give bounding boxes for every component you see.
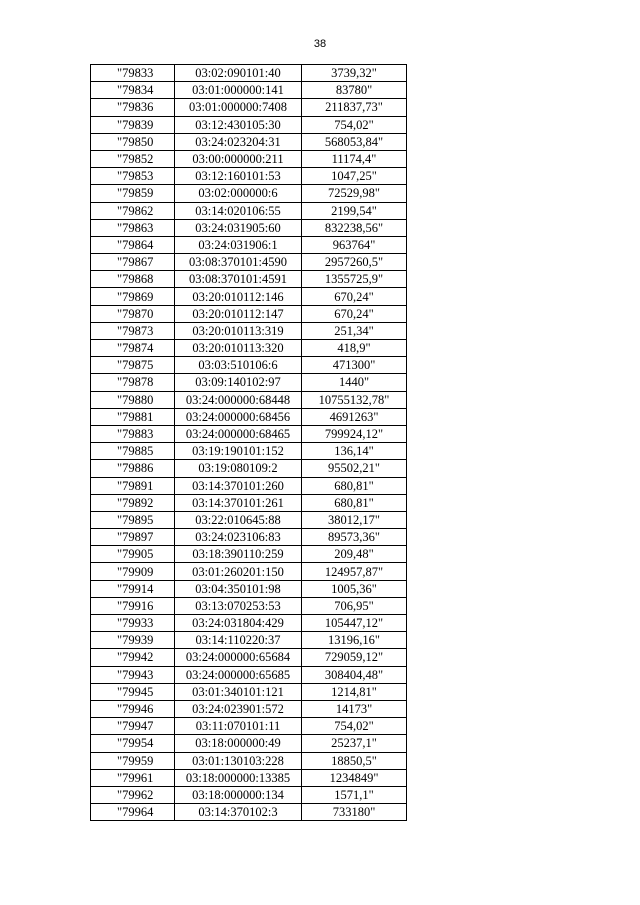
table-row	[91, 116, 407, 133]
cadastral-number-cell: 03:01:000000:7408	[175, 99, 302, 116]
area-value-cell: 706,95"	[302, 597, 407, 614]
area-value-cell: 13196,16"	[302, 632, 407, 649]
record-id-cell: "79833	[91, 65, 175, 82]
cadastral-number-cell: 03:19:080109:2	[175, 460, 302, 477]
record-id-cell: "79874	[91, 340, 175, 357]
table-row	[91, 460, 407, 477]
table-row	[91, 408, 407, 425]
area-value-cell: 308404,48"	[302, 666, 407, 683]
table-row	[91, 597, 407, 614]
area-value-cell: 211837,73"	[302, 99, 407, 116]
area-value-cell: 83780"	[302, 82, 407, 99]
record-id-cell: "79881	[91, 408, 175, 425]
cadastral-number-cell: 03:01:260201:150	[175, 563, 302, 580]
cadastral-number-cell: 03:24:000000:68456	[175, 408, 302, 425]
cadastral-number-cell: 03:14:370102:3	[175, 804, 302, 821]
cadastral-number-cell: 03:24:031905:60	[175, 219, 302, 236]
cadastral-number-cell: 03:01:130103:228	[175, 752, 302, 769]
area-value-cell: 72529,98"	[302, 185, 407, 202]
cadastral-number-cell: 03:02:090101:40	[175, 65, 302, 82]
table-row	[91, 99, 407, 116]
table-row	[91, 150, 407, 167]
table-row	[91, 357, 407, 374]
table-row	[91, 82, 407, 99]
record-id-cell: "79916	[91, 597, 175, 614]
table-row	[91, 477, 407, 494]
table-row	[91, 374, 407, 391]
record-id-cell: "79914	[91, 580, 175, 597]
record-id-cell: "79933	[91, 615, 175, 632]
area-value-cell: 10755132,78"	[302, 391, 407, 408]
cadastral-number-cell: 03:24:000000:65685	[175, 666, 302, 683]
record-id-cell: "79850	[91, 133, 175, 150]
area-value-cell: 418,9"	[302, 340, 407, 357]
table-row	[91, 752, 407, 769]
record-id-cell: "79883	[91, 425, 175, 442]
table-row	[91, 254, 407, 271]
table-row	[91, 718, 407, 735]
record-id-cell: "79834	[91, 82, 175, 99]
table-row	[91, 632, 407, 649]
area-value-cell: 3739,32"	[302, 65, 407, 82]
table-row	[91, 494, 407, 511]
table-row	[91, 425, 407, 442]
record-id-cell: "79945	[91, 683, 175, 700]
record-id-cell: "79909	[91, 563, 175, 580]
cadastral-number-cell: 03:18:000000:134	[175, 786, 302, 803]
area-value-cell: 2199,54"	[302, 202, 407, 219]
cadastral-number-cell: 03:24:023204:31	[175, 133, 302, 150]
cadastral-number-cell: 03:18:000000:13385	[175, 769, 302, 786]
cadastral-number-cell: 03:01:340101:121	[175, 683, 302, 700]
cadastral-number-cell: 03:02:000000:6	[175, 185, 302, 202]
record-id-cell: "79886	[91, 460, 175, 477]
area-value-cell: 754,02"	[302, 718, 407, 735]
area-value-cell: 670,24"	[302, 305, 407, 322]
table-row	[91, 615, 407, 632]
record-id-cell: "79946	[91, 700, 175, 717]
record-id-cell: "79895	[91, 511, 175, 528]
table-row	[91, 288, 407, 305]
table-row	[91, 219, 407, 236]
record-id-cell: "79962	[91, 786, 175, 803]
area-value-cell: 1214,81"	[302, 683, 407, 700]
area-value-cell: 670,24"	[302, 288, 407, 305]
record-id-cell: "79875	[91, 357, 175, 374]
record-id-cell: "79836	[91, 99, 175, 116]
record-id-cell: "79853	[91, 168, 175, 185]
table-row	[91, 202, 407, 219]
cadastral-number-cell: 03:24:000000:68448	[175, 391, 302, 408]
record-id-cell: "79873	[91, 322, 175, 339]
record-id-cell: "79852	[91, 150, 175, 167]
record-id-cell: "79839	[91, 116, 175, 133]
table-row	[91, 529, 407, 546]
record-id-cell: "79939	[91, 632, 175, 649]
area-value-cell: 89573,36"	[302, 529, 407, 546]
table-row	[91, 700, 407, 717]
area-value-cell: 1005,36"	[302, 580, 407, 597]
area-value-cell: 95502,21"	[302, 460, 407, 477]
record-id-cell: "79959	[91, 752, 175, 769]
table-row	[91, 735, 407, 752]
cadastral-number-cell: 03:14:370101:261	[175, 494, 302, 511]
table-row	[91, 65, 407, 82]
area-value-cell: 1234849"	[302, 769, 407, 786]
area-value-cell: 136,14"	[302, 443, 407, 460]
record-id-cell: "79954	[91, 735, 175, 752]
area-value-cell: 251,34"	[302, 322, 407, 339]
area-value-cell: 1571,1"	[302, 786, 407, 803]
cadastral-number-cell: 03:09:140102:97	[175, 374, 302, 391]
table-row	[91, 322, 407, 339]
area-value-cell: 18850,5"	[302, 752, 407, 769]
cadastral-number-cell: 03:24:031906:1	[175, 236, 302, 253]
record-id-cell: "79897	[91, 529, 175, 546]
record-id-cell: "79964	[91, 804, 175, 821]
cadastral-number-cell: 03:18:000000:49	[175, 735, 302, 752]
area-value-cell: 799924,12"	[302, 425, 407, 442]
record-id-cell: "79885	[91, 443, 175, 460]
table-row	[91, 649, 407, 666]
table-row	[91, 271, 407, 288]
record-id-cell: "79864	[91, 236, 175, 253]
record-id-cell: "79878	[91, 374, 175, 391]
record-id-cell: "79942	[91, 649, 175, 666]
table-row	[91, 683, 407, 700]
record-id-cell: "79869	[91, 288, 175, 305]
area-value-cell: 1047,25"	[302, 168, 407, 185]
record-id-cell: "79891	[91, 477, 175, 494]
area-value-cell: 754,02"	[302, 116, 407, 133]
cadastral-number-cell: 03:24:000000:65684	[175, 649, 302, 666]
area-value-cell: 105447,12"	[302, 615, 407, 632]
table-row	[91, 769, 407, 786]
cadastral-number-cell: 03:12:430105:30	[175, 116, 302, 133]
parcel-table-body	[91, 65, 407, 821]
cadastral-number-cell: 03:08:370101:4591	[175, 271, 302, 288]
cadastral-number-cell: 03:20:010112:146	[175, 288, 302, 305]
record-id-cell: "79961	[91, 769, 175, 786]
area-value-cell: 25237,1"	[302, 735, 407, 752]
cadastral-number-cell: 03:24:031804:429	[175, 615, 302, 632]
record-id-cell: "79867	[91, 254, 175, 271]
cadastral-number-cell: 03:14:370101:260	[175, 477, 302, 494]
table-row	[91, 305, 407, 322]
cadastral-number-cell: 03:24:000000:68465	[175, 425, 302, 442]
area-value-cell: 124957,87"	[302, 563, 407, 580]
table-row	[91, 340, 407, 357]
record-id-cell: "79859	[91, 185, 175, 202]
cadastral-number-cell: 03:04:350101:98	[175, 580, 302, 597]
area-value-cell: 2957260,5"	[302, 254, 407, 271]
cadastral-number-cell: 03:18:390110:259	[175, 546, 302, 563]
area-value-cell: 38012,17"	[302, 511, 407, 528]
cadastral-number-cell: 03:03:510106:6	[175, 357, 302, 374]
area-value-cell: 963764"	[302, 236, 407, 253]
table-row	[91, 563, 407, 580]
table-row	[91, 786, 407, 803]
record-id-cell: "79870	[91, 305, 175, 322]
area-value-cell: 209,48"	[302, 546, 407, 563]
cadastral-number-cell: 03:14:110220:37	[175, 632, 302, 649]
area-value-cell: 680,81"	[302, 477, 407, 494]
cadastral-number-cell: 03:11:070101:11	[175, 718, 302, 735]
cadastral-number-cell: 03:20:010113:319	[175, 322, 302, 339]
cadastral-number-cell: 03:01:000000:141	[175, 82, 302, 99]
parcel-table	[90, 64, 407, 821]
area-value-cell: 680,81"	[302, 494, 407, 511]
table-row	[91, 185, 407, 202]
table-row	[91, 236, 407, 253]
area-value-cell: 14173"	[302, 700, 407, 717]
cadastral-number-cell: 03:22:010645:88	[175, 511, 302, 528]
cadastral-number-cell: 03:00:000000:211	[175, 150, 302, 167]
table-row	[91, 391, 407, 408]
record-id-cell: "79892	[91, 494, 175, 511]
area-value-cell: 4691263"	[302, 408, 407, 425]
area-value-cell: 733180"	[302, 804, 407, 821]
area-value-cell: 729059,12"	[302, 649, 407, 666]
record-id-cell: "79905	[91, 546, 175, 563]
table-row	[91, 511, 407, 528]
table-row	[91, 546, 407, 563]
table-row	[91, 666, 407, 683]
area-value-cell: 568053,84"	[302, 133, 407, 150]
record-id-cell: "79880	[91, 391, 175, 408]
table-row	[91, 133, 407, 150]
area-value-cell: 1355725,9"	[302, 271, 407, 288]
cadastral-number-cell: 03:12:160101:53	[175, 168, 302, 185]
document-table-container	[90, 64, 407, 821]
page-number: 38	[313, 38, 327, 50]
cadastral-number-cell: 03:20:010112:147	[175, 305, 302, 322]
cadastral-number-cell: 03:08:370101:4590	[175, 254, 302, 271]
record-id-cell: "79863	[91, 219, 175, 236]
table-row	[91, 443, 407, 460]
area-value-cell: 832238,56"	[302, 219, 407, 236]
record-id-cell: "79868	[91, 271, 175, 288]
record-id-cell: "79947	[91, 718, 175, 735]
table-row	[91, 804, 407, 821]
cadastral-number-cell: 03:24:023106:83	[175, 529, 302, 546]
cadastral-number-cell: 03:20:010113:320	[175, 340, 302, 357]
cadastral-number-cell: 03:14:020106:55	[175, 202, 302, 219]
area-value-cell: 11174,4"	[302, 150, 407, 167]
cadastral-number-cell: 03:24:023901:572	[175, 700, 302, 717]
table-row	[91, 168, 407, 185]
record-id-cell: "79943	[91, 666, 175, 683]
record-id-cell: "79862	[91, 202, 175, 219]
area-value-cell: 1440"	[302, 374, 407, 391]
table-row	[91, 580, 407, 597]
area-value-cell: 471300"	[302, 357, 407, 374]
cadastral-number-cell: 03:19:190101:152	[175, 443, 302, 460]
cadastral-number-cell: 03:13:070253:53	[175, 597, 302, 614]
